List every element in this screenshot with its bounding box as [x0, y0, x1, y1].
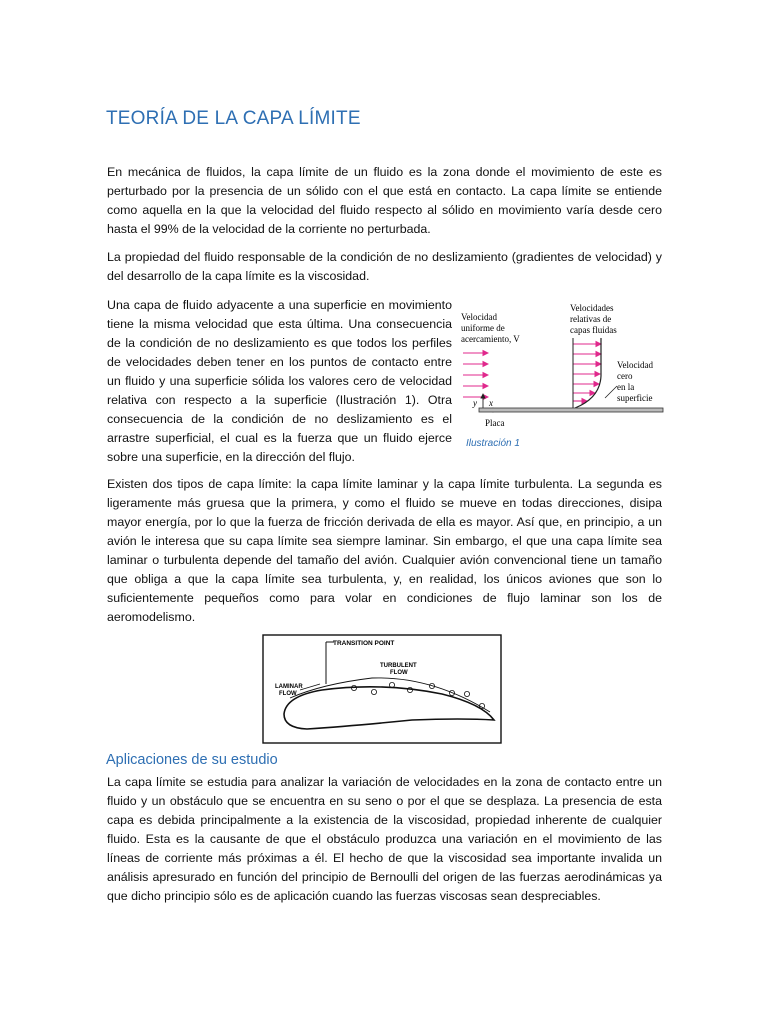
paragraph-definition: En mecánica de fluidos, la capa límite de un fluido es la zona donde el movimiento de este es perturbado por la presencia de un sólido con el que está en contacto. La capa límite se entiende como aquella en la que la velocidad del fluido respecto al sólido en movimiento varía desde cero hasta el 99% de la velocidad de la corriente no perturbada. [107, 165, 662, 236]
label-relative-1: Velocidades [570, 303, 614, 313]
profile-velocity-arrows [573, 344, 601, 401]
axis-y-label: y [473, 398, 477, 408]
label-transition-point: TRANSITION POINT [333, 640, 395, 647]
label-relative-3: capas fluidas [570, 325, 617, 335]
plate [479, 408, 663, 412]
paragraph-applications: La capa límite se estudia para analizar la variación de velocidades en la zona de contacto entre un fluido y un obstáculo que se encuentra en su seno o por el que se desplaza. La presencia de esta capa es debida principalmente a la existencia de la viscosidad, propiedad inherente de cualquier fluido. Esta es la causante de que el obstáculo produzca una variación en el movimiento de las líneas de corriente más próximas a él. El hecho de que la viscosidad sea importante invalida un análisis apresurado en función del principio de Bernoulli del origen de las fuerzas aerodinámicas ya que dicho principio sólo es de aplicación cuando las fuerzas viscosas sean despreciables. [107, 775, 662, 903]
label-laminar-2: FLOW [279, 691, 297, 697]
label-turbulent-2: FLOW [390, 670, 408, 676]
label-laminar-1: LAMINAR [275, 684, 303, 690]
paragraph-types: Existen dos tipos de capa límite: la capa límite laminar y la capa límite turbulenta. La segunda es ligeramente más gruesa que la primera, y como el fluido se mueve en todas direcciones, disipa mayor energía, por lo que la fuerza de fricción derivada de ella es mayor. Así que, en principio, a un avión le interesa que su capa límite sea siempre laminar. Sin embargo, el que una capa límite sea laminar o turbulenta depende del tamaño del avión. Cualquier avión convencional tiene un tamaño que obliga a que la capa límite sea turbulenta, y, en realidad, los únicos aviones que son lo suficientemente pequeños como para volar en condiciones de flujo laminar son los de aeromodelismo. [107, 477, 662, 624]
velocity-profile-figure [455, 298, 665, 430]
label-uniform-1: Velocidad [461, 312, 497, 322]
axis-x-label: x [489, 398, 493, 408]
paragraph-no-slip: Una capa de fluido adyacente a una superficie en movimiento tiene la misma velocidad que esta última. Una consecuencia de la condición de no deslizamiento es que todos los perfiles de velocidades deben tener en los puntos de contacto entre un fluido y una superficie sólida los valores cero de velocidad relativa con respecto a la superficie (Ilustración 1). Otra consecuencia de la condición de no deslizamiento es el arrastre superficial, el cual es la fuerza que un fluido ejerce sobre una superficie, en la dirección del flujo. [107, 298, 452, 464]
label-turbulent-1: TURBULENT [380, 663, 417, 669]
profile-curve [575, 338, 601, 408]
label-plate: Placa [485, 418, 505, 428]
label-relative-2: relativas de [570, 314, 612, 324]
paragraph-viscosity: La propiedad del fluido responsable de la condición de no deslizamiento (gradientes de velocidad) y del desarrollo de la capa límite es la viscosidad. [107, 250, 662, 283]
label-uniform-2: uniforme de [461, 323, 505, 333]
airfoil-figure [262, 634, 502, 744]
label-zero-4: superficie [617, 393, 653, 403]
label-uniform-3: acercamiento, V [461, 334, 520, 344]
figure-caption: Ilustración 1 [466, 438, 520, 449]
section-heading-applications: Aplicaciones de su estudio [106, 752, 278, 768]
page-title: TEORÍA DE LA CAPA LÍMITE [106, 108, 361, 129]
uniform-velocity-arrows [463, 353, 488, 397]
label-zero-2: cero [617, 371, 633, 381]
label-zero-3: en la [617, 382, 635, 392]
label-zero-1: Velocidad [617, 360, 653, 370]
